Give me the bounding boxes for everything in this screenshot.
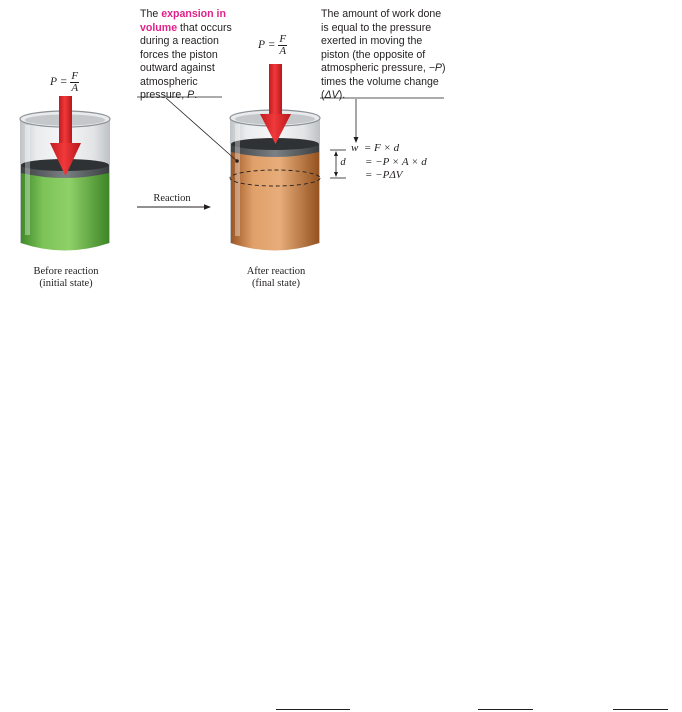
work-caption-end: ).: [338, 89, 346, 101]
expansion-highlight: expansion in volume: [140, 8, 226, 34]
pressure-denominator: A: [71, 82, 79, 94]
before-liquid: [21, 172, 109, 251]
work-equation: [351, 142, 427, 183]
work-caption-pre: The amount of work done is equal to the pressure exerted in moving the piston (the opposite of atmospheric pressure,: [321, 8, 442, 74]
work-eq-rhs2: = −P × A × d: [365, 155, 427, 168]
pressure-fraction: [70, 71, 79, 94]
work-caption: [321, 8, 446, 103]
after-label: [230, 266, 322, 290]
distance-label: d: [340, 157, 346, 168]
work-eq-rhs3: = −PΔV: [365, 169, 403, 181]
pressure-numerator: F: [71, 70, 79, 82]
expansion-caption-post: that occurs during a reaction forces the piston outward against atmospheric pressure,: [140, 21, 232, 101]
after-label-line1: After reaction: [246, 266, 306, 277]
before-label-line1: Before reaction: [33, 266, 99, 277]
work-eq-line1: [351, 142, 427, 156]
work-eq-w: w: [351, 142, 359, 154]
expansion-leader: [137, 97, 239, 163]
work-eq-rhs1: = F × d: [363, 142, 400, 154]
bottom-rule: [276, 709, 350, 710]
expansion-caption: [140, 8, 240, 103]
pressure-denominator: A: [279, 45, 287, 57]
after-liquid: [231, 150, 319, 251]
bottom-rule: [613, 709, 668, 710]
pressure-lhs: P =: [258, 39, 276, 52]
bottom-rule: [478, 709, 533, 710]
work-caption-mid: ) times the volume change (: [321, 62, 446, 101]
pressure-fraction: [278, 34, 287, 57]
reaction-label: Reaction: [153, 193, 191, 204]
work-leader: [320, 98, 444, 143]
work-eq-line2: [351, 156, 427, 170]
expansion-caption-var: P: [187, 89, 195, 101]
expansion-caption-end: .: [194, 89, 198, 101]
pressure-equation-left: [50, 71, 79, 94]
work-eq-line3: [351, 169, 427, 183]
before-label: [20, 266, 112, 290]
reaction-arrow: [137, 204, 211, 209]
work-caption-neg-p: −P: [428, 62, 443, 74]
work-caption-delta-v: ΔV: [324, 89, 339, 101]
after-label-line2: (final state): [251, 278, 301, 289]
pressure-lhs: P =: [50, 76, 68, 89]
pressure-equation-right: [258, 34, 287, 57]
pressure-numerator: F: [279, 33, 287, 45]
expansion-caption-pre: The: [140, 8, 162, 20]
before-label-line2: (initial state): [39, 278, 93, 289]
